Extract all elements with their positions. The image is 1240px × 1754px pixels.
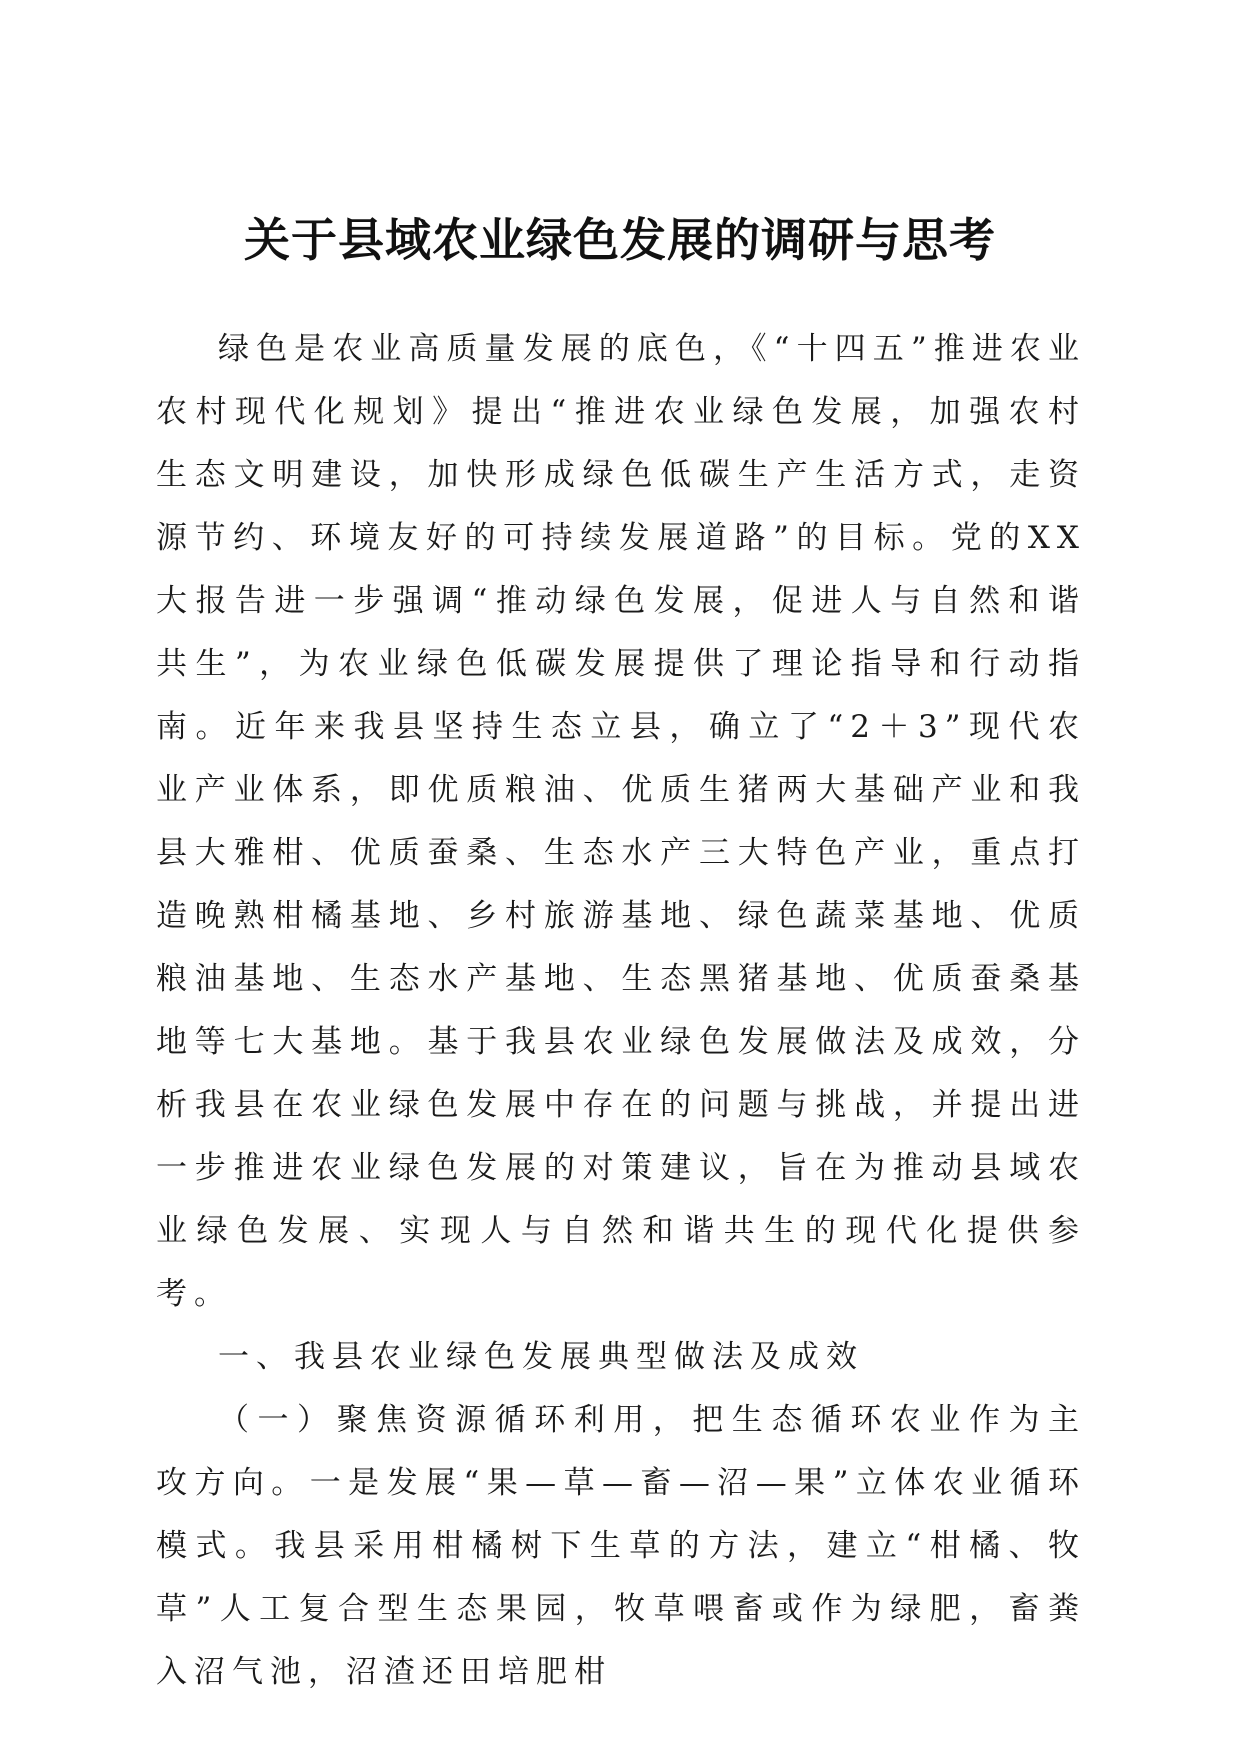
section-heading: 一、我县农业绿色发展典型做法及成效	[218, 1339, 864, 1375]
intro-paragraph: 绿色是农业高质量发展的底色，《“十四五”推进农业农村现代化规划》提出“推进农业绿色发展，加强农村生态文明建设，加快形成绿色低碳生产生活方式，走资源节约、环境友好的可持续发展道路”的目标。党的XX大报告进一步强调“推动绿色发展，促进人与自然和谐共生”，为农业绿色低碳发展提供了理论指导和行动指南。近年来我县坚持生态立县，确立了“2＋3”现代农业产业体系，即优质粮油、优质生猪两大基础产业和我县大雅柑、优质蚕桑、生态水产三大特色产业，重点打造晚熟柑橘基地、乡村旅游基地、绿色蔬菜基地、优质粮油基地、生态水产基地、生态黑猪基地、优质蚕桑基地等七大基地。基于我县农业绿色发展做法及成效，分析我县在农业绿色发展中存在的问题与挑战，并提出进一步推进农业绿色发展的对策建议，旨在为推动县域农业绿色发展、实现人与自然和谐共生的现代化提供参考。	[156, 331, 1086, 1312]
section-paragraph: （一）聚焦资源循环利用，把生态循环农业作为主攻方向。一是发展“果—草—畜—沼—果”立体农业循环模式。我县采用柑橘树下生草的方法，建立“柑橘、牧草”人工复合型生态果园，牧草喂畜或作为绿肥，畜粪入沼气池，沼渣还田培肥柑	[156, 1402, 1086, 1690]
document-title: 关于县域农业绿色发展的调研与思考	[244, 213, 996, 267]
document-body	[156, 318, 1086, 1704]
